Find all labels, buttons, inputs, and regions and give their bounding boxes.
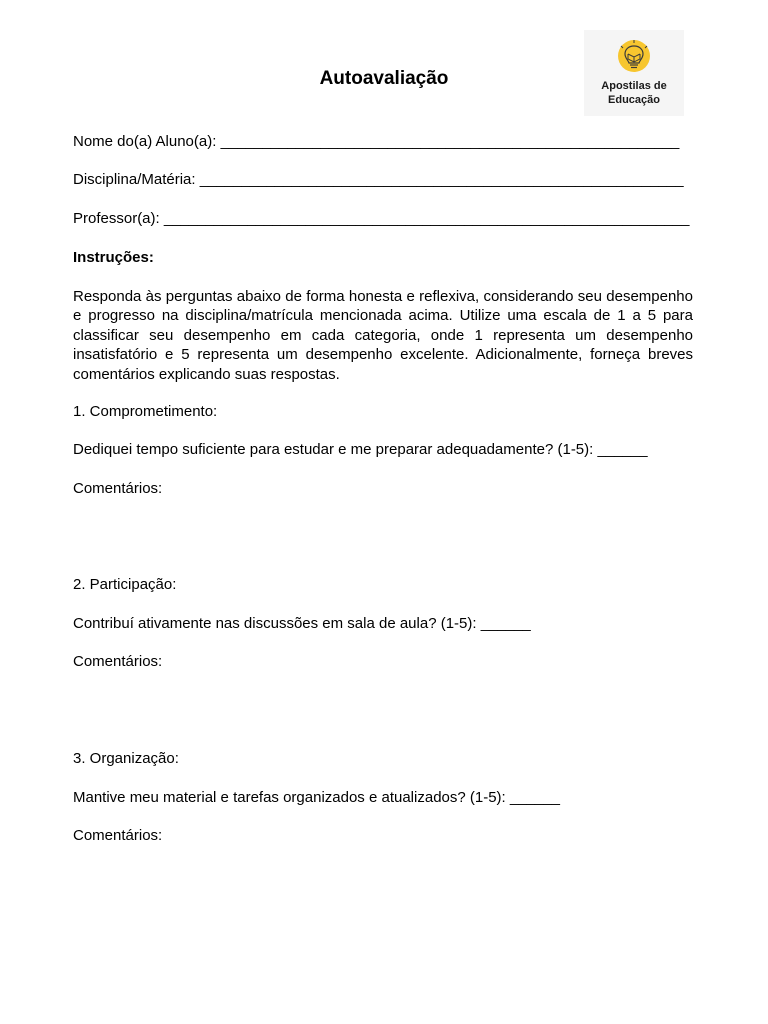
logo-line-2: Educação: [608, 94, 660, 106]
comments-label: Comentários:: [73, 827, 163, 844]
section-question[interactable]: Mantive meu material e tarefas organizados e atualizados? (1-5): ______: [73, 789, 560, 806]
instructions-heading: Instruções:: [73, 249, 154, 266]
subject-field[interactable]: Disciplina/Matéria: __________________________________________________________: [73, 171, 684, 188]
student-name-field[interactable]: Nome do(a) Aluno(a): _______________________________________________________: [73, 133, 680, 150]
lightbulb-book-icon: [614, 38, 654, 78]
section-heading: 3. Organização:: [73, 750, 179, 767]
comments-label: Comentários:: [73, 653, 163, 670]
section-heading: 1. Comprometimento:: [73, 403, 218, 420]
section-question[interactable]: Dediquei tempo suficiente para estudar e me preparar adequadamente? (1-5): ______: [73, 441, 648, 458]
section-question[interactable]: Contribuí ativamente nas discussões em sala de aula? (1-5): ______: [73, 615, 531, 632]
logo-line-1: Apostilas de: [601, 80, 667, 92]
instructions-text: Responda às perguntas abaixo de forma honesta e reflexiva, considerando seu desempenho e progresso na disciplina/matrícula mencionada acima. Utilize uma escala de 1 a 5 para classificar seu desempenho em cada categoria, onde 1 representa um desempenho insatisfatório e 5 representa um desempenho excelente. Adicionalmente, forneça breves comentários explicando suas respostas.: [73, 288, 693, 383]
logo-text: [584, 79, 684, 107]
teacher-field[interactable]: Professor(a): _______________________________________________________________: [73, 210, 690, 227]
logo: [584, 30, 684, 116]
section-heading: 2. Participação:: [73, 576, 177, 593]
comments-label: Comentários:: [73, 480, 163, 497]
page-title: Autoavaliação: [319, 68, 449, 89]
